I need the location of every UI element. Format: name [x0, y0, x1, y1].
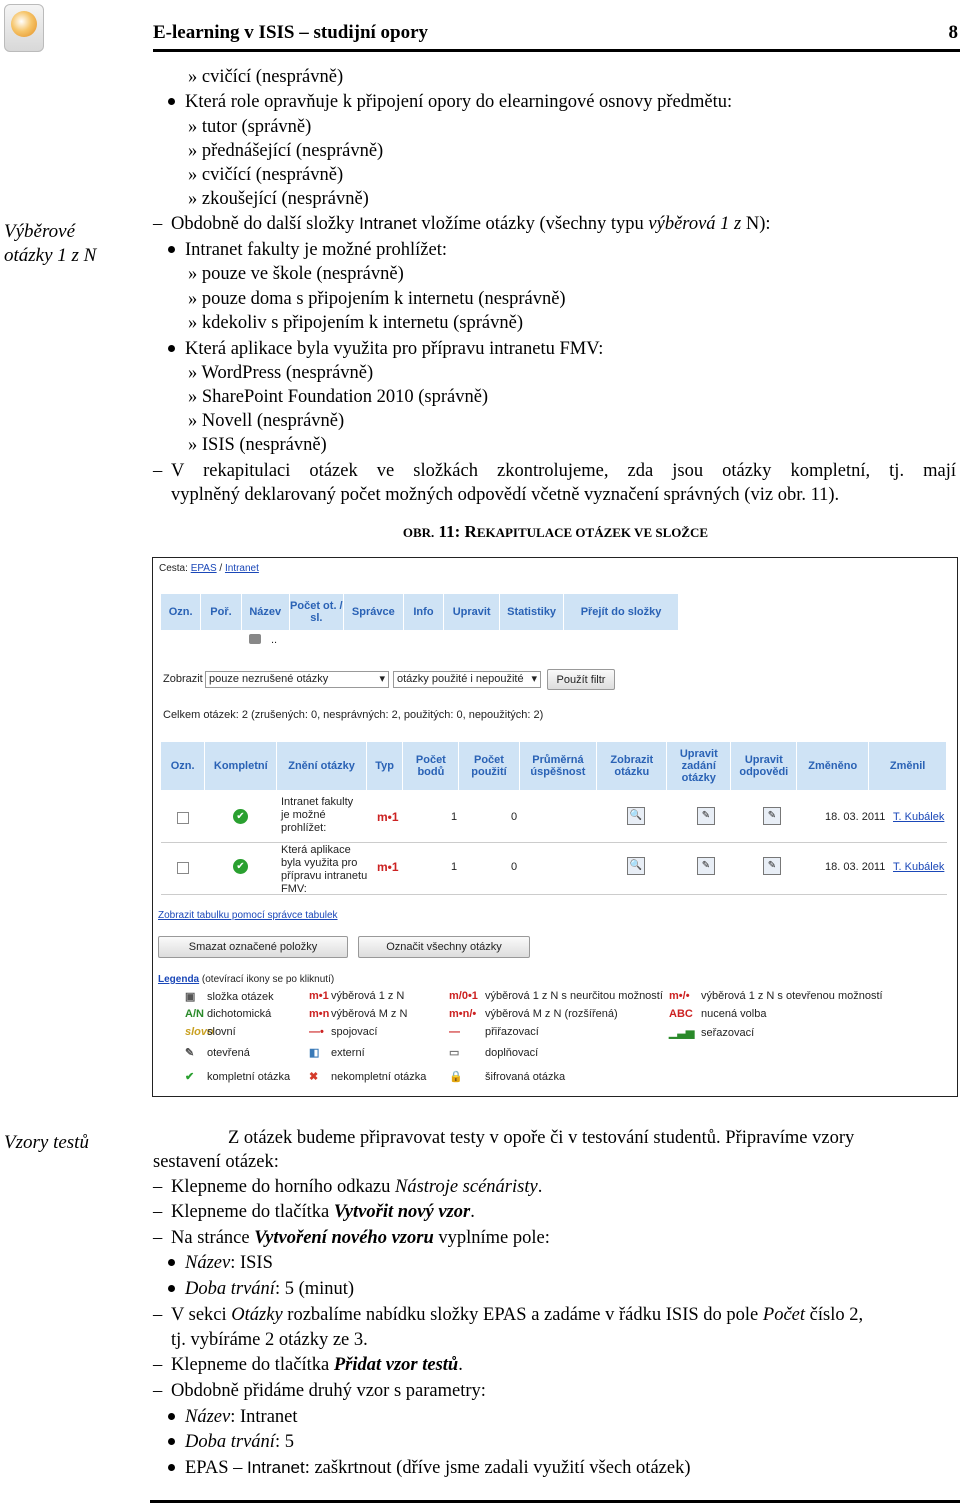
list-item [153, 1379, 486, 1403]
legend-label: výběrová 1 z N s neurčitou možností [485, 990, 663, 1002]
single-choice-icon: m•1 [309, 990, 329, 1002]
text-span: Obdobně do další složky [171, 214, 360, 234]
legend-item [185, 1026, 236, 1038]
text-span: : ISIS [230, 1253, 273, 1273]
list-item [153, 1200, 475, 1224]
list-item: » kdekoliv s připojením k internetu (správně) [188, 313, 523, 333]
legend-item [449, 1046, 538, 1059]
col-upravit-odpovedi[interactable]: Upravit odpovědi [731, 742, 797, 790]
margin-note-line: Výběrové [4, 221, 76, 242]
col-pocet-pouziti[interactable]: Počet použití [459, 742, 519, 790]
matching-icon: —• [309, 1026, 324, 1038]
col-upravit[interactable]: Upravit [444, 594, 500, 630]
table-manager-link[interactable]: Zobrazit tabulku pomocí správce tabulek [158, 910, 338, 921]
legend-item [309, 1046, 365, 1059]
bullet-icon [168, 1259, 175, 1266]
legend-item [449, 1026, 539, 1038]
points-value: 1 [451, 811, 458, 823]
footer-rule [150, 1500, 960, 1503]
list-item [153, 212, 771, 236]
figure-screenshot [152, 557, 958, 1097]
legend-label: spojovací [331, 1026, 378, 1038]
list-item [168, 90, 732, 114]
page-number: 8 [948, 22, 958, 43]
legend-item [185, 1046, 250, 1059]
col-nazev[interactable]: Název [242, 594, 290, 630]
col-typ[interactable]: Typ [367, 742, 403, 790]
list-item: » WordPress (nesprávně) [188, 363, 374, 383]
list-item [153, 1175, 542, 1199]
filter-select-usage[interactable]: otázky použité i nepoužité ▾ [393, 671, 541, 688]
list-item-text: Která role opravňuje k připojení opory do elearningové osnovy předmětu: [185, 92, 733, 112]
text-span: Název [185, 1253, 231, 1273]
dash-marker: – [153, 1202, 163, 1222]
uses-value: 0 [511, 861, 518, 873]
col-upravit-zadani[interactable]: Upravit zadání otázky [667, 742, 731, 790]
legend-item [185, 990, 274, 1003]
assignment-icon: — [449, 1026, 460, 1038]
text-span: vyplníme pole: [433, 1228, 550, 1248]
col-ozn[interactable]: Ozn. [161, 742, 205, 790]
bullet-icon [168, 1285, 175, 1292]
points-value: 1 [451, 861, 458, 873]
changed-by-link[interactable]: T. Kubálek [893, 811, 945, 823]
text-span: Vytvořit nový vzor [333, 1202, 471, 1222]
text-span: Na stránce [171, 1228, 255, 1248]
list-item [168, 1277, 354, 1301]
text-span: : 5 (minut) [274, 1279, 355, 1299]
legend-label: výběrová M z N (rozšířená) [485, 1008, 618, 1020]
list-item: » cvičící (nesprávně) [188, 165, 344, 185]
folder-table-header [161, 594, 679, 630]
legend-item [309, 1008, 407, 1020]
text-span: EPAS – [185, 1458, 248, 1478]
text-span: Otázky [231, 1305, 283, 1325]
col-zobrazit[interactable]: Zobrazit otázku [597, 742, 667, 790]
text-span: vložíme otázky (všechny typu [416, 214, 649, 234]
multiple-choice-icon: m•n [309, 1008, 330, 1020]
legend-label: doplňovací [485, 1047, 539, 1059]
text-span: výběrová 1 z [648, 214, 742, 234]
question-text-line: přípravu intranetu [281, 870, 368, 882]
row-checkbox[interactable] [177, 862, 189, 874]
type-icon: m•1 [377, 810, 399, 824]
legend-label: výběrová 1 z N s otevřenou možností [701, 990, 883, 1002]
view-question-icon[interactable]: 🔍 [627, 807, 645, 825]
list-item-text: V rekapitulaci otázek ve složkách zkontrolujeme, zda jsou otázky kompletní, tj. mají [171, 461, 956, 481]
text-span: rozbalíme nabídku složky EPAS a zadáme v řádku ISIS do pole [282, 1305, 763, 1325]
figure-caption [153, 522, 958, 542]
question-text-line: byla využita pro [281, 857, 358, 869]
text-span: číslo 2, [805, 1305, 864, 1325]
list-item [168, 1405, 298, 1429]
logo-emblem [11, 11, 37, 37]
changed-date: 18. 03. 2011 [825, 861, 886, 873]
list-item [168, 1251, 273, 1275]
filter-select-status[interactable]: pouze nezrušené otázky ▾ [205, 671, 389, 688]
list-item: » SharePoint Foundation 2010 (správně) [188, 387, 489, 407]
list-item [153, 459, 958, 483]
list-item [168, 1456, 691, 1480]
uncertain-choice-icon: m/0•1 [449, 990, 478, 1002]
logo [4, 4, 44, 52]
breadcrumb-label: Cesta: [159, 563, 188, 574]
question-text [281, 844, 367, 896]
text-span: Doba trvání [185, 1279, 275, 1299]
legend-label: seřazovací [701, 1027, 755, 1039]
text-span: Intranet [359, 214, 417, 233]
legend-label: šifrovaná otázka [485, 1071, 566, 1083]
caption-prefix: OBR. [402, 525, 435, 540]
legend-label: kompletní otázka [207, 1071, 291, 1083]
filter-label: Zobrazit [163, 673, 203, 685]
view-question-icon[interactable]: 🔍 [627, 857, 645, 875]
bullet-icon [168, 345, 175, 352]
list-item: » Novell (nesprávně) [188, 411, 345, 431]
text-span: Přidat vzor testů [333, 1355, 459, 1375]
legend-title-row [158, 974, 334, 985]
text-span: Počet [762, 1305, 806, 1325]
legend-item [669, 1026, 754, 1039]
col-pocet[interactable]: Počet ot. / sl. [290, 594, 344, 630]
folder-up-icon[interactable] [249, 634, 261, 644]
breadcrumb-link-epas[interactable]: EPAS [190, 563, 217, 574]
fill-in-icon: ▭ [449, 1047, 460, 1059]
caption-number: 11: [434, 522, 465, 541]
list-item: » pouze doma s připojením k internetu (nesprávně) [188, 289, 566, 309]
bullet-icon [168, 1438, 175, 1445]
parent-folder-link[interactable]: .. [271, 634, 278, 646]
header-title: E-learning v ISIS – studijní opory [153, 22, 429, 43]
complete-icon: ✔ [233, 809, 248, 824]
row-checkbox[interactable] [177, 812, 189, 824]
list-item-text: Která aplikace byla využita pro přípravu intranetu FMV: [185, 339, 604, 359]
legend-label: výběrová M z N [331, 1008, 408, 1020]
bullet-icon [168, 246, 175, 253]
paragraph-line: Z otázek budeme připravovat testy v opoře či v testování studentů. Připravíme vzory [228, 1128, 855, 1148]
dash-marker: – [153, 1381, 163, 1401]
edit-answers-icon[interactable]: ✎ [763, 857, 781, 875]
changed-date: 18. 03. 2011 [825, 811, 886, 823]
margin-note-choice [4, 220, 96, 268]
open-choice-icon: m•/• [669, 990, 690, 1002]
dash-marker: – [153, 1305, 163, 1325]
col-por[interactable]: Poř. [201, 594, 241, 630]
question-summary: Celkem otázek: 2 (zrušených: 0, nesprávných: 2, použitých: 0, nepoužitých: 2) [163, 709, 544, 721]
list-item [168, 1430, 294, 1454]
legend-item [449, 1070, 565, 1083]
col-statistiky[interactable]: Statistiky [500, 594, 564, 630]
folder-icon: ▣ [185, 991, 196, 1003]
text-span: : 5 [274, 1432, 294, 1452]
text-span: Klepneme do tlačítka [171, 1355, 334, 1375]
legend-label: otevřená [207, 1047, 250, 1059]
breadcrumb-link-intranet[interactable]: Intranet [224, 563, 259, 574]
list-item [168, 337, 603, 361]
breadcrumb-sep: / [216, 563, 225, 574]
select-all-button[interactable]: Označit všechny otázky [358, 936, 530, 958]
dash-marker: – [153, 1177, 163, 1197]
caption-initial: R [464, 522, 477, 541]
caption-text: EKAPITULACE OTÁZEK VE SLOŽCE [476, 525, 709, 540]
col-zmeneno[interactable]: Změněno [797, 742, 869, 790]
list-item: » tutor (správně) [188, 117, 312, 137]
table-row [161, 794, 947, 843]
text-span: : Intranet [230, 1407, 298, 1427]
text-span: Vytvoření nového vzoru [254, 1228, 434, 1248]
legend-label: dichotomická [207, 1008, 272, 1020]
complete-icon: ✔ [233, 859, 248, 874]
forced-choice-icon: ABC [669, 1008, 693, 1020]
legend-label: externí [331, 1047, 365, 1059]
col-spravce[interactable]: Správce [344, 594, 404, 630]
text-span: Intranet [247, 1458, 305, 1477]
table-row [161, 844, 947, 895]
header-rule [153, 49, 960, 52]
legend-item [669, 1008, 766, 1020]
dash-marker: – [153, 1355, 163, 1375]
legend-label: přiřazovací [485, 1026, 539, 1038]
list-item [153, 1353, 463, 1377]
uses-value: 0 [511, 811, 518, 823]
external-icon: ◧ [309, 1047, 320, 1059]
question-table-header [161, 742, 947, 790]
bullet-icon [168, 1413, 175, 1420]
legend-label: nekompletní otázka [331, 1071, 427, 1083]
list-item [153, 1226, 550, 1250]
col-kompletni[interactable]: Kompletní [205, 742, 277, 790]
text-span: Klepneme do horního odkazu [171, 1177, 395, 1197]
open-question-icon: ✎ [185, 1047, 195, 1059]
col-pocet-bodu[interactable]: Počet bodů [403, 742, 459, 790]
margin-note-tests: Vzory testů [4, 1132, 89, 1153]
edit-answers-icon[interactable]: ✎ [763, 807, 781, 825]
legend-item [449, 990, 663, 1002]
text-span: Klepneme do tlačítka [171, 1202, 334, 1222]
list-item: » pouze ve škole (nesprávně) [188, 264, 404, 284]
legend-item [669, 990, 883, 1002]
legend-label: slovní [207, 1026, 236, 1038]
list-item: » cvičící (nesprávně) [188, 67, 344, 87]
breadcrumb [159, 563, 259, 574]
word-icon: slovo [185, 1026, 214, 1038]
text-span: N): [741, 214, 771, 234]
list-item-continuation: tj. vybíráme 2 otázky ze 3. [171, 1330, 368, 1350]
question-text-line: prohlížet: [281, 822, 327, 834]
question-text-line: FMV: [281, 883, 307, 895]
question-text-line: je možné [281, 809, 326, 821]
edit-question-icon[interactable]: ✎ [697, 807, 715, 825]
col-zmenil[interactable]: Změnil [869, 742, 947, 790]
legend-label: složka otázek [207, 991, 274, 1003]
col-prumerna[interactable]: Průměrná úspěšnost [520, 742, 598, 790]
text-span: V sekci [171, 1305, 232, 1325]
edit-question-icon[interactable]: ✎ [697, 857, 715, 875]
lock-icon: 🔒 [449, 1071, 463, 1083]
apply-filter-button[interactable]: Použít filtr [547, 669, 615, 690]
col-info[interactable]: Info [404, 594, 444, 630]
type-icon: m•1 [377, 860, 399, 874]
list-item [168, 238, 447, 262]
bullet-icon [168, 98, 175, 105]
col-prejit[interactable]: Přejít do složky [564, 594, 679, 630]
legend-item [309, 990, 404, 1002]
text-span: . [458, 1355, 463, 1375]
dash-marker: – [153, 461, 163, 481]
bullet-icon [168, 1464, 175, 1471]
changed-by-link[interactable]: T. Kubálek [893, 861, 945, 873]
list-item: » přednášející (nesprávně) [188, 141, 384, 161]
text-span: Obdobně přidáme druhý vzor s parametry: [171, 1381, 486, 1401]
legend-item [449, 1008, 618, 1020]
col-ozn[interactable]: Ozn. [161, 594, 201, 630]
list-item-text: Intranet fakulty je možné prohlížet: [185, 240, 447, 260]
dichotomic-icon: A/N [185, 1008, 204, 1020]
delete-selected-button[interactable]: Smazat označené položky [158, 936, 348, 958]
text-span: . [537, 1177, 543, 1197]
text-span: Název [185, 1407, 231, 1427]
list-item-continuation: vyplněný deklarovaný počet možných odpovědí včetně vyznačení správných (viz obr. 11). [171, 485, 840, 505]
list-item: » ISIS (nesprávně) [188, 435, 327, 455]
legend-item [185, 1070, 290, 1083]
text-span: Doba trvání [185, 1432, 275, 1452]
text-span: . [470, 1202, 475, 1222]
dash-marker: – [153, 1228, 163, 1248]
incomplete-icon: ✖ [309, 1071, 319, 1083]
question-text [281, 796, 353, 835]
legend-item [309, 1026, 377, 1038]
dash-marker: – [153, 214, 163, 234]
legend-item [185, 1008, 271, 1020]
paragraph-line: sestavení otázek: [153, 1152, 279, 1172]
extended-multiple-icon: m•n/• [449, 1008, 477, 1020]
complete-icon: ✔ [185, 1071, 195, 1083]
list-item [153, 1303, 958, 1327]
legend-label: nucená volba [701, 1008, 767, 1020]
col-zneni[interactable]: Znění otázky [277, 742, 367, 790]
ordering-icon: ▁▃▅ [669, 1027, 695, 1039]
text-span: Nástroje scénáristy [395, 1177, 538, 1197]
question-text-line: Která aplikace [281, 844, 351, 856]
question-text-line: Intranet fakulty [281, 796, 354, 808]
legend-note: (otevírací ikony se po kliknutí) [201, 974, 335, 985]
legend-link[interactable]: Legenda [158, 974, 200, 985]
margin-note-line: otázky 1 z N [4, 245, 97, 266]
legend-item [309, 1070, 426, 1083]
legend-label: výběrová 1 z N [331, 990, 405, 1002]
text-span: : zaškrtnout (dříve jsme zadali využití všech otázek) [304, 1458, 691, 1478]
page-header [153, 20, 958, 50]
list-item: » zkoušející (nesprávně) [188, 189, 369, 209]
